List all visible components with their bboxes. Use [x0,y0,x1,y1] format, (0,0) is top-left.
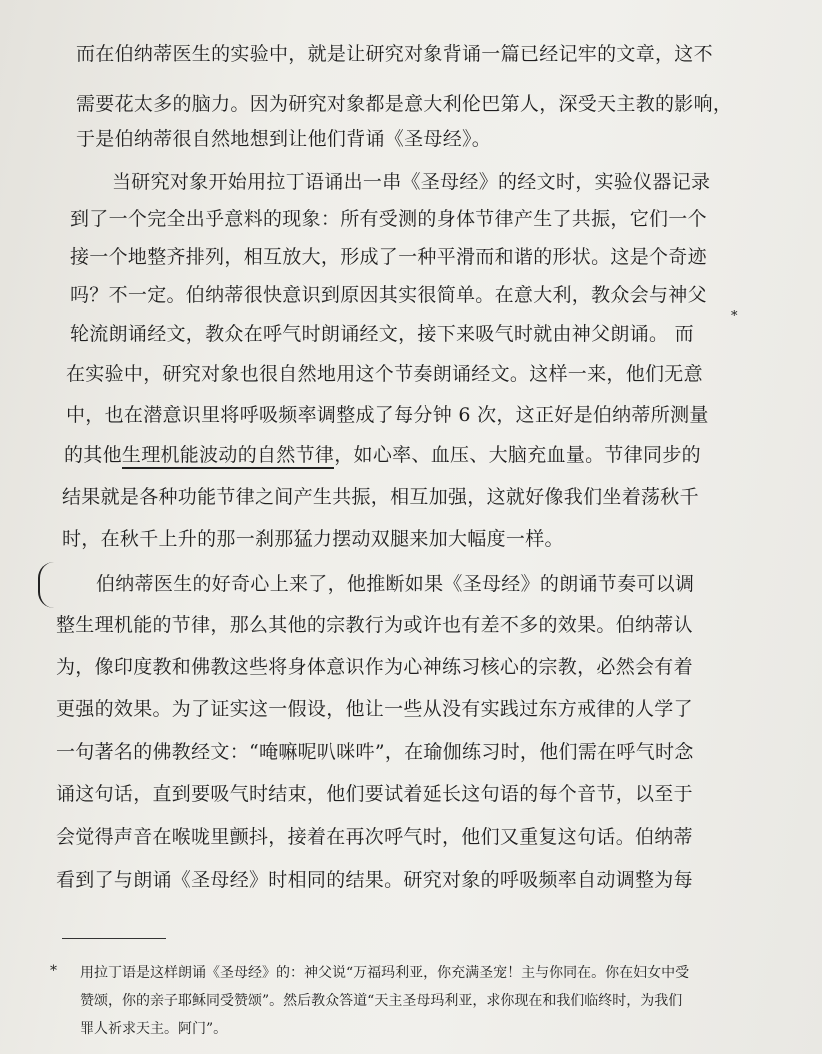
body-line: 到了一个完全出乎意料的现象：所有受测的身体节律产生了共振，它们一个 [70,208,707,230]
body-line: 接一个地整齐排列，相互放大，形成了一种平滑而和谐的形状。这是个奇迹 [70,246,707,268]
handwritten-bracket-mark [38,562,54,608]
footnote-divider [62,938,166,939]
footnote-line: 赞颂，你的亲子耶稣同受赞颂”。然后教众答道“天主圣母玛利亚，求你现在和我们临终时，为我们 [80,993,683,1009]
body-text-segment: 的其他 [64,444,122,466]
body-line: 看到了与朗诵《圣母经》时相同的结果。研究对象的呼吸频率自动调整为每 [56,869,693,891]
footnote-line: 罪人祈求天主。阿门”。 [80,1021,228,1037]
body-line-with-underline [64,443,701,467]
body-line: 中，也在潜意识里将呼吸频率调整成了每分钟 6 次，这正好是伯纳蒂所测量 [66,404,709,426]
body-line: 轮流朗诵经文，教众在呼气时朗诵经文，接下来吸气时就由神父朗诵。 而 [70,323,694,345]
body-line: 伯纳蒂医生的好奇心上来了，他推断如果《圣母经》的朗诵节奏可以调 [96,573,695,595]
body-line: 更强的效果。为了证实这一假设，他让一些从没有实践过东方戒律的人学了 [56,698,693,720]
body-line: 需要花太多的脑力。因为研究对象都是意大利伦巴第人，深受天主教的影响， [76,93,733,115]
body-line: 整生理机能的节律，那么其他的宗教行为或许也有差不多的效果。伯纳蒂认 [56,614,693,636]
body-line: 为，像印度教和佛教这些将身体意识作为心神练习核心的宗教，必然会有着 [56,656,693,678]
body-line: 于是伯纳蒂很自然地想到让他们背诵《圣母经》。 [76,128,492,150]
body-line: 一句著名的佛教经文：“唵嘛呢叭咪吽”，在瑜伽练习时，他们需在呼气时念 [56,741,694,763]
body-line: 吗？不一定。伯纳蒂很快意识到原因其实很简单。在意大利，教众会与神父 [70,284,707,306]
body-line: 当研究对象开始用拉丁语诵出一串《圣母经》的经文时，实验仪器记录 [112,171,711,193]
body-text-segment: ，如心率、血压、大脑充血量。节律同步的 [334,444,701,466]
body-line: 会觉得声音在喉咙里颤抖，接着在再次呼气时，他们又重复这句话。伯纳蒂 [56,826,693,848]
body-line: 而在伯纳蒂医生的实验中，就是让研究对象背诵一篇已经记牢的文章，这不 [76,43,713,65]
footnote-marker: * [50,963,57,979]
footnote-reference-mark: * [731,309,738,324]
body-line: 结果就是各种功能节律之间产生共振，相互加强，这就好像我们坐着荡秋千 [62,486,699,508]
body-line: 时，在秋千上升的那一刹那猛力摆动双腿来加大幅度一样。 [62,528,564,550]
body-line: 诵这句话，直到要吸气时结束，他们要试着延长这句语的每个音节，以至于 [56,783,693,805]
handwritten-underline-text: 生理机能波动的自然节律 [122,444,334,469]
body-line: 在实验中，研究对象也很自然地用这个节奏朗诵经文。这样一来，他们无意 [66,363,703,385]
footnote-line: 用拉丁语是这样朗诵《圣母经》的：神父说“万福玛利亚，你充满圣宠！主与你同在。你在妇女中受 [80,965,690,981]
